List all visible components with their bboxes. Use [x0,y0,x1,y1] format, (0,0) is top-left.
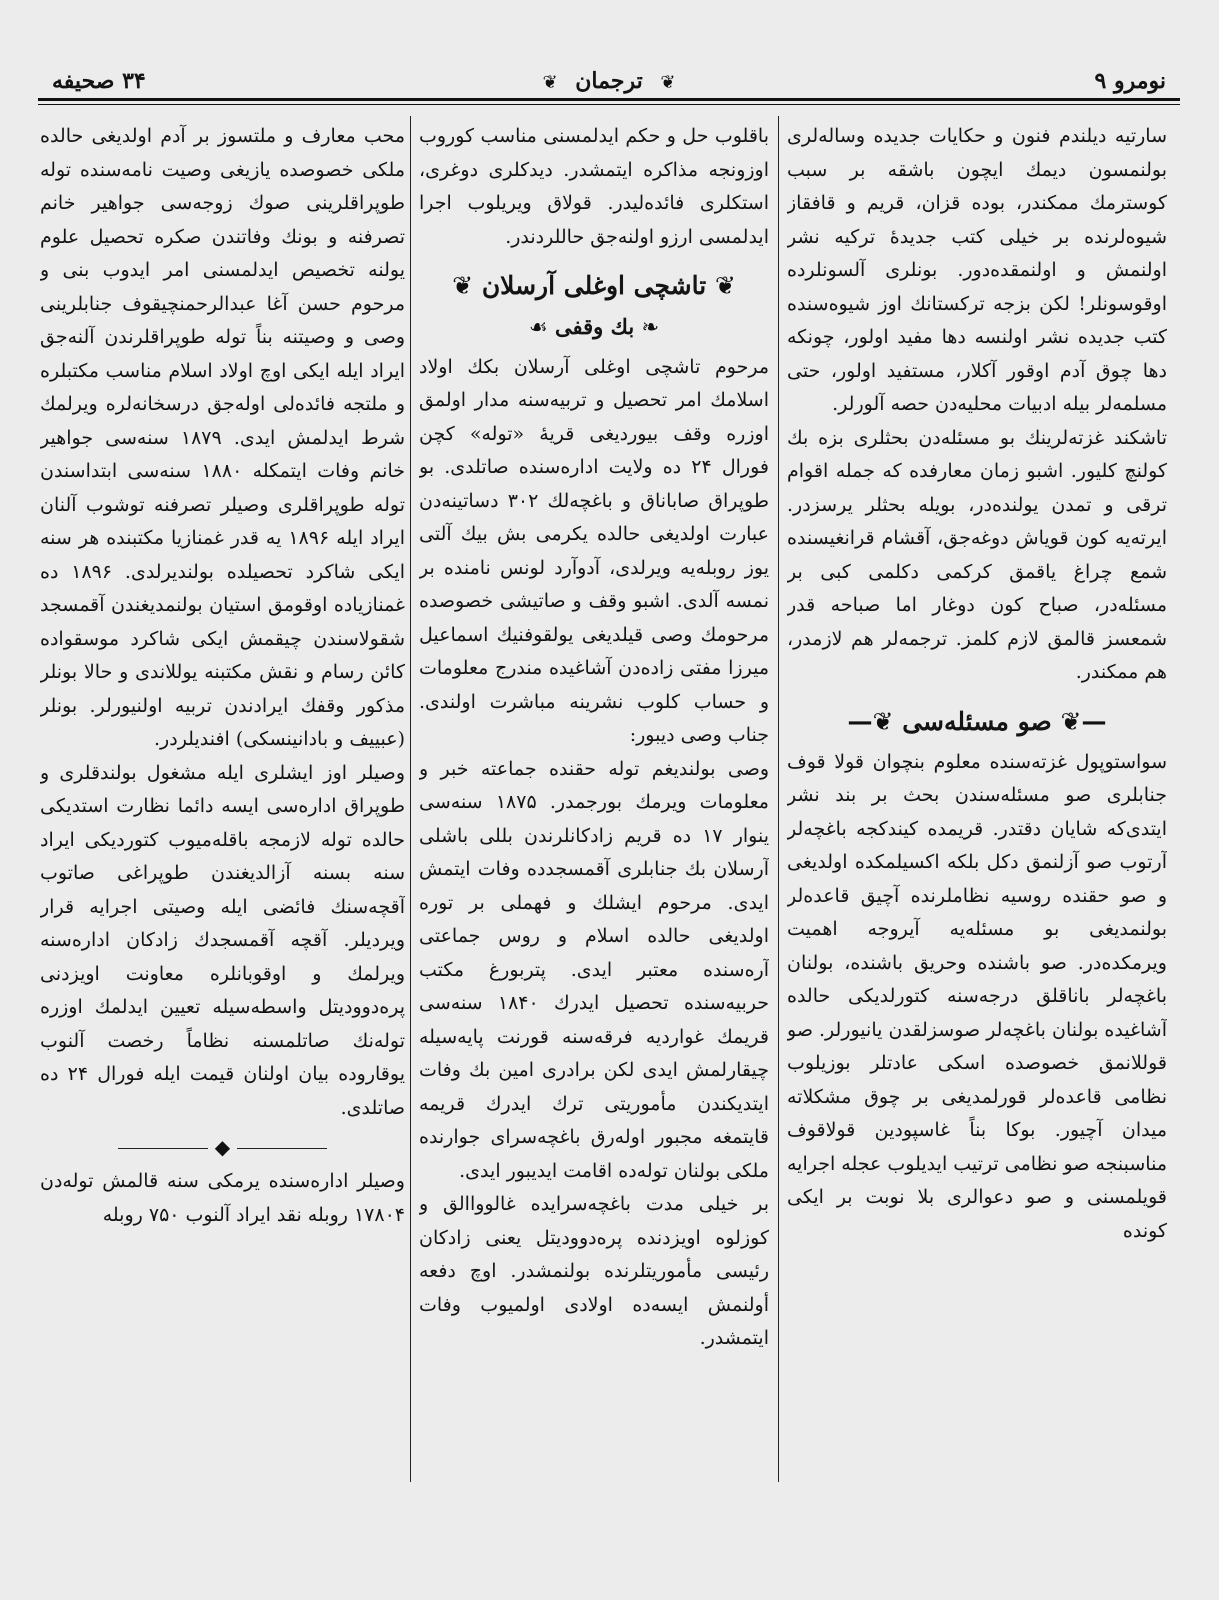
section-divider [40,1137,405,1157]
ornament-icon: ❦ [542,72,558,93]
page-number: ۳۴ صحیفه [52,68,146,94]
paragraph: سواستوپول غزته‌سنده معلوم بنچوان قولا قوف جنابلری صو مسئله‌سندن بحث بر بند نشر ایتدی‌که شایان دقتدر. قریمده کیندکجه باغچه‌لر آرتوب صو آزلنمق دکل بلکه اکسیلمکده اولدیغی و صو حقنده روسیه نظاملرنده آچیق قاعده‌لر بولنمدیغی بو مسئله‌یه آیروجه اهمیت ویرمکده‌در. صو باشنده وحریق باشنده، بولنان باغچه‌لر باناقلق درجه‌سنه کتورلدیکی حالده آشاغیده بولنان باغچه‌لر صوسزلقدن یانیورلر. صو قوللانمق خصوصده اسکی عادتلر بوزیلوب نظامی قاعده‌لر قورلمدیغی بر چوق مشکلاته میدان آچیور. بوکا بناً غاسپودین قولاقوف مناسبنجه صو نظامی ترتیب ایدیلوب عجله اجرایه قویلمسنی و صو دعوالری بلا نوبت بر ایکی کونده [787,750,1167,1242]
column-divider [778,116,779,1482]
header-rule [38,98,1180,101]
title-text: ترجمان [575,68,643,94]
article-heading: ❦ تاشچی اوغلی آرسلان ❦ [452,271,736,300]
column-left [40,120,405,1482]
ornament-icon: ☙ [528,315,548,339]
issue-number: نومرو ۹ [1094,68,1166,94]
paragraph: بر خیلی مدت باغچه‌سرایده غالوواالق و کوزلوه اویزدنده پره‌دوودیتل یعنی زادکان رئیسی مأموریتلرنده بولنمشدر. اوچ دفعه أولنمش ایسه‌ده اولادی اولمیوب وفات ایتمشدر. [419,1193,769,1349]
article-subheading: ❧ بك وقفی ☙ [528,314,660,339]
column-middle [419,120,769,1482]
ornament-icon: ❦ [660,72,676,93]
ornament-icon: ❦— [847,706,894,736]
paragraph: سارتیه دیلندم فنون و حکایات جدیده وساله‌لری بولنمسون دیمك ایچون باشقه بر سبب کوسترمك ممکندر، بوده قزان، قریم و قافقاز شیوه‌لرنده بر خیلی کتب جدیدهٔ ترکیه نشر اولنمش و اولنمقده‌دور. بونلری آلسونلرده اوقوسونلر! لکن بزجه ترکستانك اوز شیوه‌سنده کتب جدیده نشر اولنسه دها مفید اولور، چونکه دها چوق آدم اوقور آکلار، مستفید اولور، حتی مسلمه‌لر بیله ادبیات محلیه‌دن حصه آلورلر. [787,125,1167,415]
newspaper-title [38,68,1180,94]
section-heading: —❦ صو مسئله‌سی ❦— [847,706,1107,736]
ornament-icon: ❦ [452,271,474,300]
paragraph: وصیلر اداره‌سنده یرمکی سنه قالمش توله‌دن ۱۷۸۰۴ روبله نقد ایراد آلنوب ۷۵۰ روبله [40,1170,405,1226]
column-right [787,120,1167,1482]
column-divider [410,116,411,1482]
ornament-icon: ❦ [714,271,736,300]
ornament-icon: ❧ [641,315,660,339]
paragraph: تاشکند غزته‌لرینك بو مسئله‌دن بحثلری بزه بك کولنچ کلیور. اشبو زمان معارفده که جمله اقوام ترقی و تمدن یولنده‌در، بویله بحثلر یرسزدر. ایرته‌یه کون قویاش دوغه‌جق، آقشام قرانغیسنده شمع چراغ یاقمق کرکمی دکلمی کبی بر مسئله‌در، صباح کون دوغار اما صباحه قدر شمعسز قالمق لازم کلمز. ترجمه‌لر هم لازمدر، هم ممکندر. [787,426,1167,683]
paragraph: محب معارف و ملتسوز بر آدم اولدیغی حالده ملکی خصوصده یازیغی وصیت نامه‌سنده توله طوپراقلرینی صوك زوجه‌سی جواهیر خانم تصرفنه و بونك وفاتندن صکره تحصیل علوم یولنه تخصیص ایدلمسنی امر ایدوب بنی و مرحوم حسن آغا عبدالرحمنچیقوف جنابلرینی وصی و وصیتنه بناً توله طوپراقلرندن آلنه‌جق ایراد ایله ایکی اوچ اولاد اسلام مناسب مکتبلره و ملتجه فائده‌لی اوله‌جق درسخانه‌لره ویرلمك شرط ایدلمش ایدی. ۱۸۷۹ سنه‌سی جواهیر خانم وفات ایتمکله ۱۸۸۰ سنه‌سی ابتداسندن توله طوپراقلری وصیلر تصرفنه توشوب آلنان ایراد ایله ۱۸۹۶ یه قدر غمنازیا مکتبنده هر سنه ایکی شاکرد تحصیلده بولندیرلدی. ۱۸۹۶ ده غمنازیاده اوقومق استیان بولنمدیغندن آقمسجد شقولاسندن چیقمش ایکی شاکرد موسقواده کائن رسام و نقش مکتبنه یوللاندی و حالا بونلر مذکور وقفك ایرادندن تربیه اولنیورلر. بونلر (عبییف و بادانینسکی) افندیلردر. [40,125,405,750]
paragraph: وصی بولندیغم توله حقنده جماعته خبر و معلومات ویرمك بورجمدر. ۱۸۷۵ سنه‌سی ینوار ۱۷ ده قریم زادکانلرندن بللی باشلی آرسلان بك جنابلری آقمسجدده وفات ایتمش ایدی. مرحوم ایشلك و فهملی بر توره اولدیغی حالده اسلام و روس جماعتی آره‌سنده معتبر ایدی. پتربورغ مکتب حربیه‌سنده تحصیل ایدرك ۱۸۴۰ سنه‌سی قریمك غواردیه فرقه‌سنه قورنت پایه‌سیله چیقارلمش ایدی لکن برادری امین بك وفات ایتدیکندن مأموریتی ترك ایدرك قریمه قایتمغه مجبور اوله‌رق باغچه‌سرای جوارنده ملکی بولنان توله‌ده اقامت ایدیبور ایدی. [419,757,769,1182]
ornament-icon: —❦ [1060,706,1107,736]
masthead [38,62,1180,102]
header-rule-thin [38,104,1180,105]
paragraph: وصیلر اوز ایشلری ایله مشغول بولندقلری و طوپراق اداره‌سی ایسه دائما نظارت استدیکی حالده توله لازمجه باقله‌میوب کتوردیکی ایراد سنه بسنه آزالدیغندن طوپراغی صاتوب آقچه‌سنك فائضی ایله وصیتی اجرایه قرار ویردیلر. آقچه آقمسجدك زادکان اداره‌سنه ویرلمك و اوقوبانلره معاونت اویزدنی پره‌دوودیتل واسطه‌سیله تعیین ایدلمك اوزره توله‌نك صاتلمسنه نظاماً رخصت آلنوب یوقاروده بیان اولنان قیمت ایله فورال ۲۴ ده صاتلدی. [40,761,405,1119]
paragraph: باقلوب حل و حکم ایدلمسنی مناسب کوروب اوزونجه مذاکره ایتمشدر. دیدکلری دوغری، استکلری فائده‌لیدر. قولاق ویریلوب اجرا ایدلمسی ارزو اولنه‌جق حاللردندر. [419,125,769,248]
paragraph: مرحوم تاشچی اوغلی آرسلان بکك اولاد اسلامك امر تحصیل و تربیه‌سنه مدار اولمق اوزره وقف بیوردیغی قریهٔ «توله» کچن فورال ۲۴ ده ولایت اداره‌سنده صاتلدی. بو طوپراق صاباناق و باغچه‌لك ۳۰۲ دساتینه‌دن عبارت اولدیغی حالده یکرمی بش بیك آلتی یوز روبله‌یه ویرلدی، آدوآرد لونس نامنده بر نمسه آلدی. اشبو وقف و صاتیشی خصوصده مرحومك وصی قیلدیغی یولقوفنیك اسماعیل میرزا مفتی زاده‌دن آشاغیده مندرج معلومات و حساب کلوب نشرینه مباشرت اولندی. جناب وصی دیبور: [419,355,769,746]
diamond-ornament-icon: ◆ [208,1135,237,1159]
